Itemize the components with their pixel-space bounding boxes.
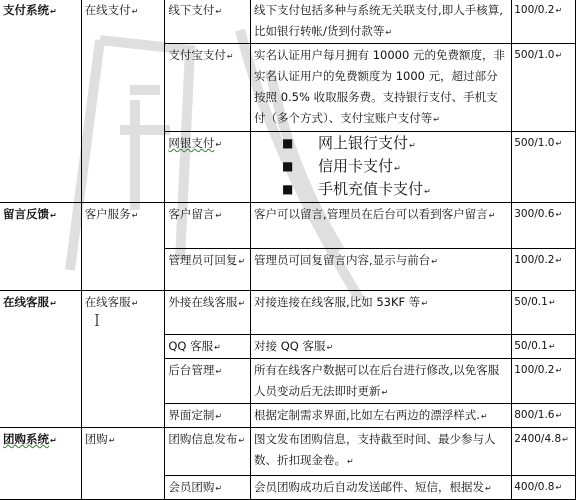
price-cell-text: 800/1.6 <box>514 409 555 421</box>
description-cell-text: 实名认证用户每月拥有 10000 元的免费额度，非实名认证用户的免费额度为 1000 元，超过部分按照 0.5% 收取服务费。支持银行支付、手机支付（多个方式）、支付宝账户支付等 <box>254 48 505 125</box>
paragraph-mark-icon: ↵ <box>421 299 429 308</box>
paragraph-mark-icon: ↵ <box>226 52 234 61</box>
category-cell <box>0 291 81 428</box>
paragraph-mark-icon: ↵ <box>555 139 563 148</box>
paragraph-mark-icon: ↵ <box>548 298 556 307</box>
paragraph-mark-icon: ↵ <box>381 388 389 397</box>
category-cell <box>0 0 81 203</box>
category-cell <box>0 203 81 291</box>
paragraph-mark-icon: ↵ <box>108 436 116 445</box>
paragraph-mark-icon: ↵ <box>215 140 223 149</box>
feature-cell <box>165 249 251 291</box>
description-cell <box>251 132 512 203</box>
price-cell <box>512 132 576 203</box>
price-cell <box>512 404 576 428</box>
description-cell-text: 线下支付包括多种与系统无关联支付,即人手核算,比如银行转帐/货到付款等 <box>254 3 503 38</box>
paragraph-mark-icon: ↵ <box>131 7 139 16</box>
module-cell-text: 团购 <box>84 432 108 446</box>
category-cell-text: 留言反馈 <box>3 207 49 221</box>
feature-cell <box>165 335 251 359</box>
paragraph-mark-icon: ↵ <box>347 457 354 466</box>
table-row <box>0 203 576 249</box>
feature-cell-text: 支付宝支付 <box>168 48 226 62</box>
description-cell <box>251 335 512 359</box>
paragraph-mark-icon: ↵ <box>238 299 246 308</box>
price-cell <box>512 249 576 291</box>
category-cell-text: 团购系统 <box>3 432 49 446</box>
paragraph-mark-icon: ↵ <box>555 483 563 492</box>
feature-cell-text: 管理员可回复 <box>168 253 238 267</box>
feature-cell-text: QQ 客服 <box>168 339 214 353</box>
price-cell-text: 400/0.8 <box>514 481 555 493</box>
paragraph-mark-icon: ↵ <box>131 299 139 308</box>
category-cell-text: 支付系统 <box>3 3 49 17</box>
description-cell <box>251 44 512 132</box>
feature-cell-text: 客户留言 <box>168 207 215 221</box>
price-cell <box>512 476 576 500</box>
paragraph-mark-icon: ↵ <box>50 436 57 445</box>
description-cell <box>251 359 512 404</box>
description-cell-text: 所有在线客户数据可以在后台进行修改,以免客服人员变动后无法即时更新 <box>254 363 500 398</box>
feature-cell-text: 外接在线客服 <box>168 295 238 309</box>
description-cell <box>251 428 512 476</box>
paragraph-mark-icon: ↵ <box>409 141 416 150</box>
paragraph-mark-icon: ↵ <box>215 484 223 493</box>
price-cell <box>512 428 576 476</box>
description-cell <box>251 476 512 500</box>
feature-cell <box>165 0 251 44</box>
price-cell-text: 50/0.1 <box>514 340 548 352</box>
description-cell-text: 对接连接在线客服,比如 53KF 等 <box>254 295 421 309</box>
price-cell-text: 100/0.2 <box>514 364 555 376</box>
paragraph-mark-icon: ↵ <box>50 299 57 308</box>
module-cell-text: 客户服务 <box>84 207 131 221</box>
paragraph-mark-icon: ↵ <box>431 257 438 266</box>
price-cell <box>512 291 576 335</box>
feature-cell-text: 线下支付 <box>168 3 215 17</box>
price-cell <box>512 359 576 404</box>
paragraph-mark-icon: ↵ <box>485 484 492 493</box>
description-cell-text: 根据定制需求界面,比如左右两边的漂浮样式. <box>254 408 480 422</box>
module-cell <box>81 291 165 428</box>
price-cell <box>512 0 576 44</box>
price-cell-text: 500/1.0 <box>514 49 555 61</box>
module-cell-text: 在线支付 <box>84 3 131 17</box>
paragraph-mark-icon: ↵ <box>488 211 496 220</box>
paragraph-mark-icon: ↵ <box>214 343 221 352</box>
price-cell-text: 300/0.6 <box>514 208 555 220</box>
paragraph-mark-icon: ↵ <box>480 412 488 421</box>
description-cell <box>251 249 512 291</box>
paragraph-mark-icon: ↵ <box>424 187 431 196</box>
paragraph-mark-icon: ↵ <box>238 257 246 266</box>
paragraph-mark-icon: ↵ <box>394 164 401 173</box>
paragraph-mark-icon: ↵ <box>215 412 223 421</box>
paragraph-mark-icon: ↵ <box>50 7 57 16</box>
feature-cell-text: 网银支付 <box>168 136 215 150</box>
module-cell <box>81 0 165 203</box>
table-row <box>0 428 576 476</box>
description-cell <box>251 291 512 335</box>
list-item: ■ 信用卡支付↵ <box>282 156 508 179</box>
description-cell-text: 客户可以留言,管理员在后台可以看到客户留言 <box>254 207 488 221</box>
description-cell <box>251 0 512 44</box>
module-cell <box>81 428 165 500</box>
feature-cell <box>165 291 251 335</box>
description-cell <box>251 404 512 428</box>
paragraph-mark-icon: ↵ <box>238 436 246 445</box>
list-item: ■ 手机充值卡支付↵ <box>282 179 508 202</box>
price-cell-text: 50/0.1 <box>514 296 548 308</box>
price-cell-text: 2400/4.8 <box>514 433 562 445</box>
description-cell-text: 管理员可回复留言内容,显示与前台 <box>254 253 431 267</box>
paragraph-mark-icon: ↵ <box>50 211 57 220</box>
paragraph-mark-icon: ↵ <box>215 211 223 220</box>
category-cell-text: 在线客服 <box>3 295 49 309</box>
feature-cell <box>165 44 251 132</box>
category-cell <box>0 428 81 500</box>
description-cell-text: 会员团购成功后自动发送邮件、短信，根据发 <box>254 480 485 494</box>
list-item: ■ 网上银行支付↵ <box>282 133 508 156</box>
price-cell <box>512 335 576 359</box>
paragraph-mark-icon: ↵ <box>562 435 569 444</box>
description-cell <box>251 203 512 249</box>
bullet-list <box>254 133 508 202</box>
paragraph-mark-icon: ↵ <box>555 210 563 219</box>
feature-cell <box>165 132 251 203</box>
description-cell-text: 对接 QQ 客服 <box>254 339 326 353</box>
price-cell <box>512 203 576 249</box>
price-cell-text: 100/0.2 <box>514 254 555 266</box>
paragraph-mark-icon: ↵ <box>385 28 393 37</box>
feature-cell-text: 会员团购 <box>168 480 215 494</box>
table-row <box>0 0 576 44</box>
paragraph-mark-icon: ↵ <box>215 367 223 376</box>
price-cell-text: 100/0.2 <box>514 4 555 16</box>
paragraph-mark-icon: ↵ <box>555 411 563 420</box>
paragraph-mark-icon: ↵ <box>548 342 556 351</box>
feature-cell <box>165 359 251 404</box>
paragraph-mark-icon: ↵ <box>555 256 563 265</box>
module-cell <box>81 203 165 291</box>
feature-cell <box>165 476 251 500</box>
paragraph-mark-icon: ↵ <box>215 7 223 16</box>
price-cell-text: 500/1.0 <box>514 137 555 149</box>
feature-cell <box>165 404 251 428</box>
feature-cell-text: 界面定制 <box>168 408 215 422</box>
feature-cell <box>165 203 251 249</box>
feature-cell-text: 团购信息发布 <box>168 432 238 446</box>
feature-cell <box>165 428 251 476</box>
module-cell-text: 在线客服 <box>84 295 131 309</box>
feature-cell-text: 后台管理 <box>168 363 215 377</box>
table-row <box>0 291 576 335</box>
paragraph-mark-icon: ↵ <box>433 115 440 124</box>
paragraph-mark-icon: ↵ <box>555 366 563 375</box>
paragraph-mark-icon: ↵ <box>555 6 563 15</box>
price-cell <box>512 44 576 132</box>
paragraph-mark-icon: ↵ <box>131 211 139 220</box>
paragraph-mark-icon: ↵ <box>326 343 334 352</box>
paragraph-mark-icon: ↵ <box>555 51 563 60</box>
description-cell-text: 图文发布团购信息，支持截至时间、最少参与人数、折扣现金卷。 <box>254 432 496 467</box>
